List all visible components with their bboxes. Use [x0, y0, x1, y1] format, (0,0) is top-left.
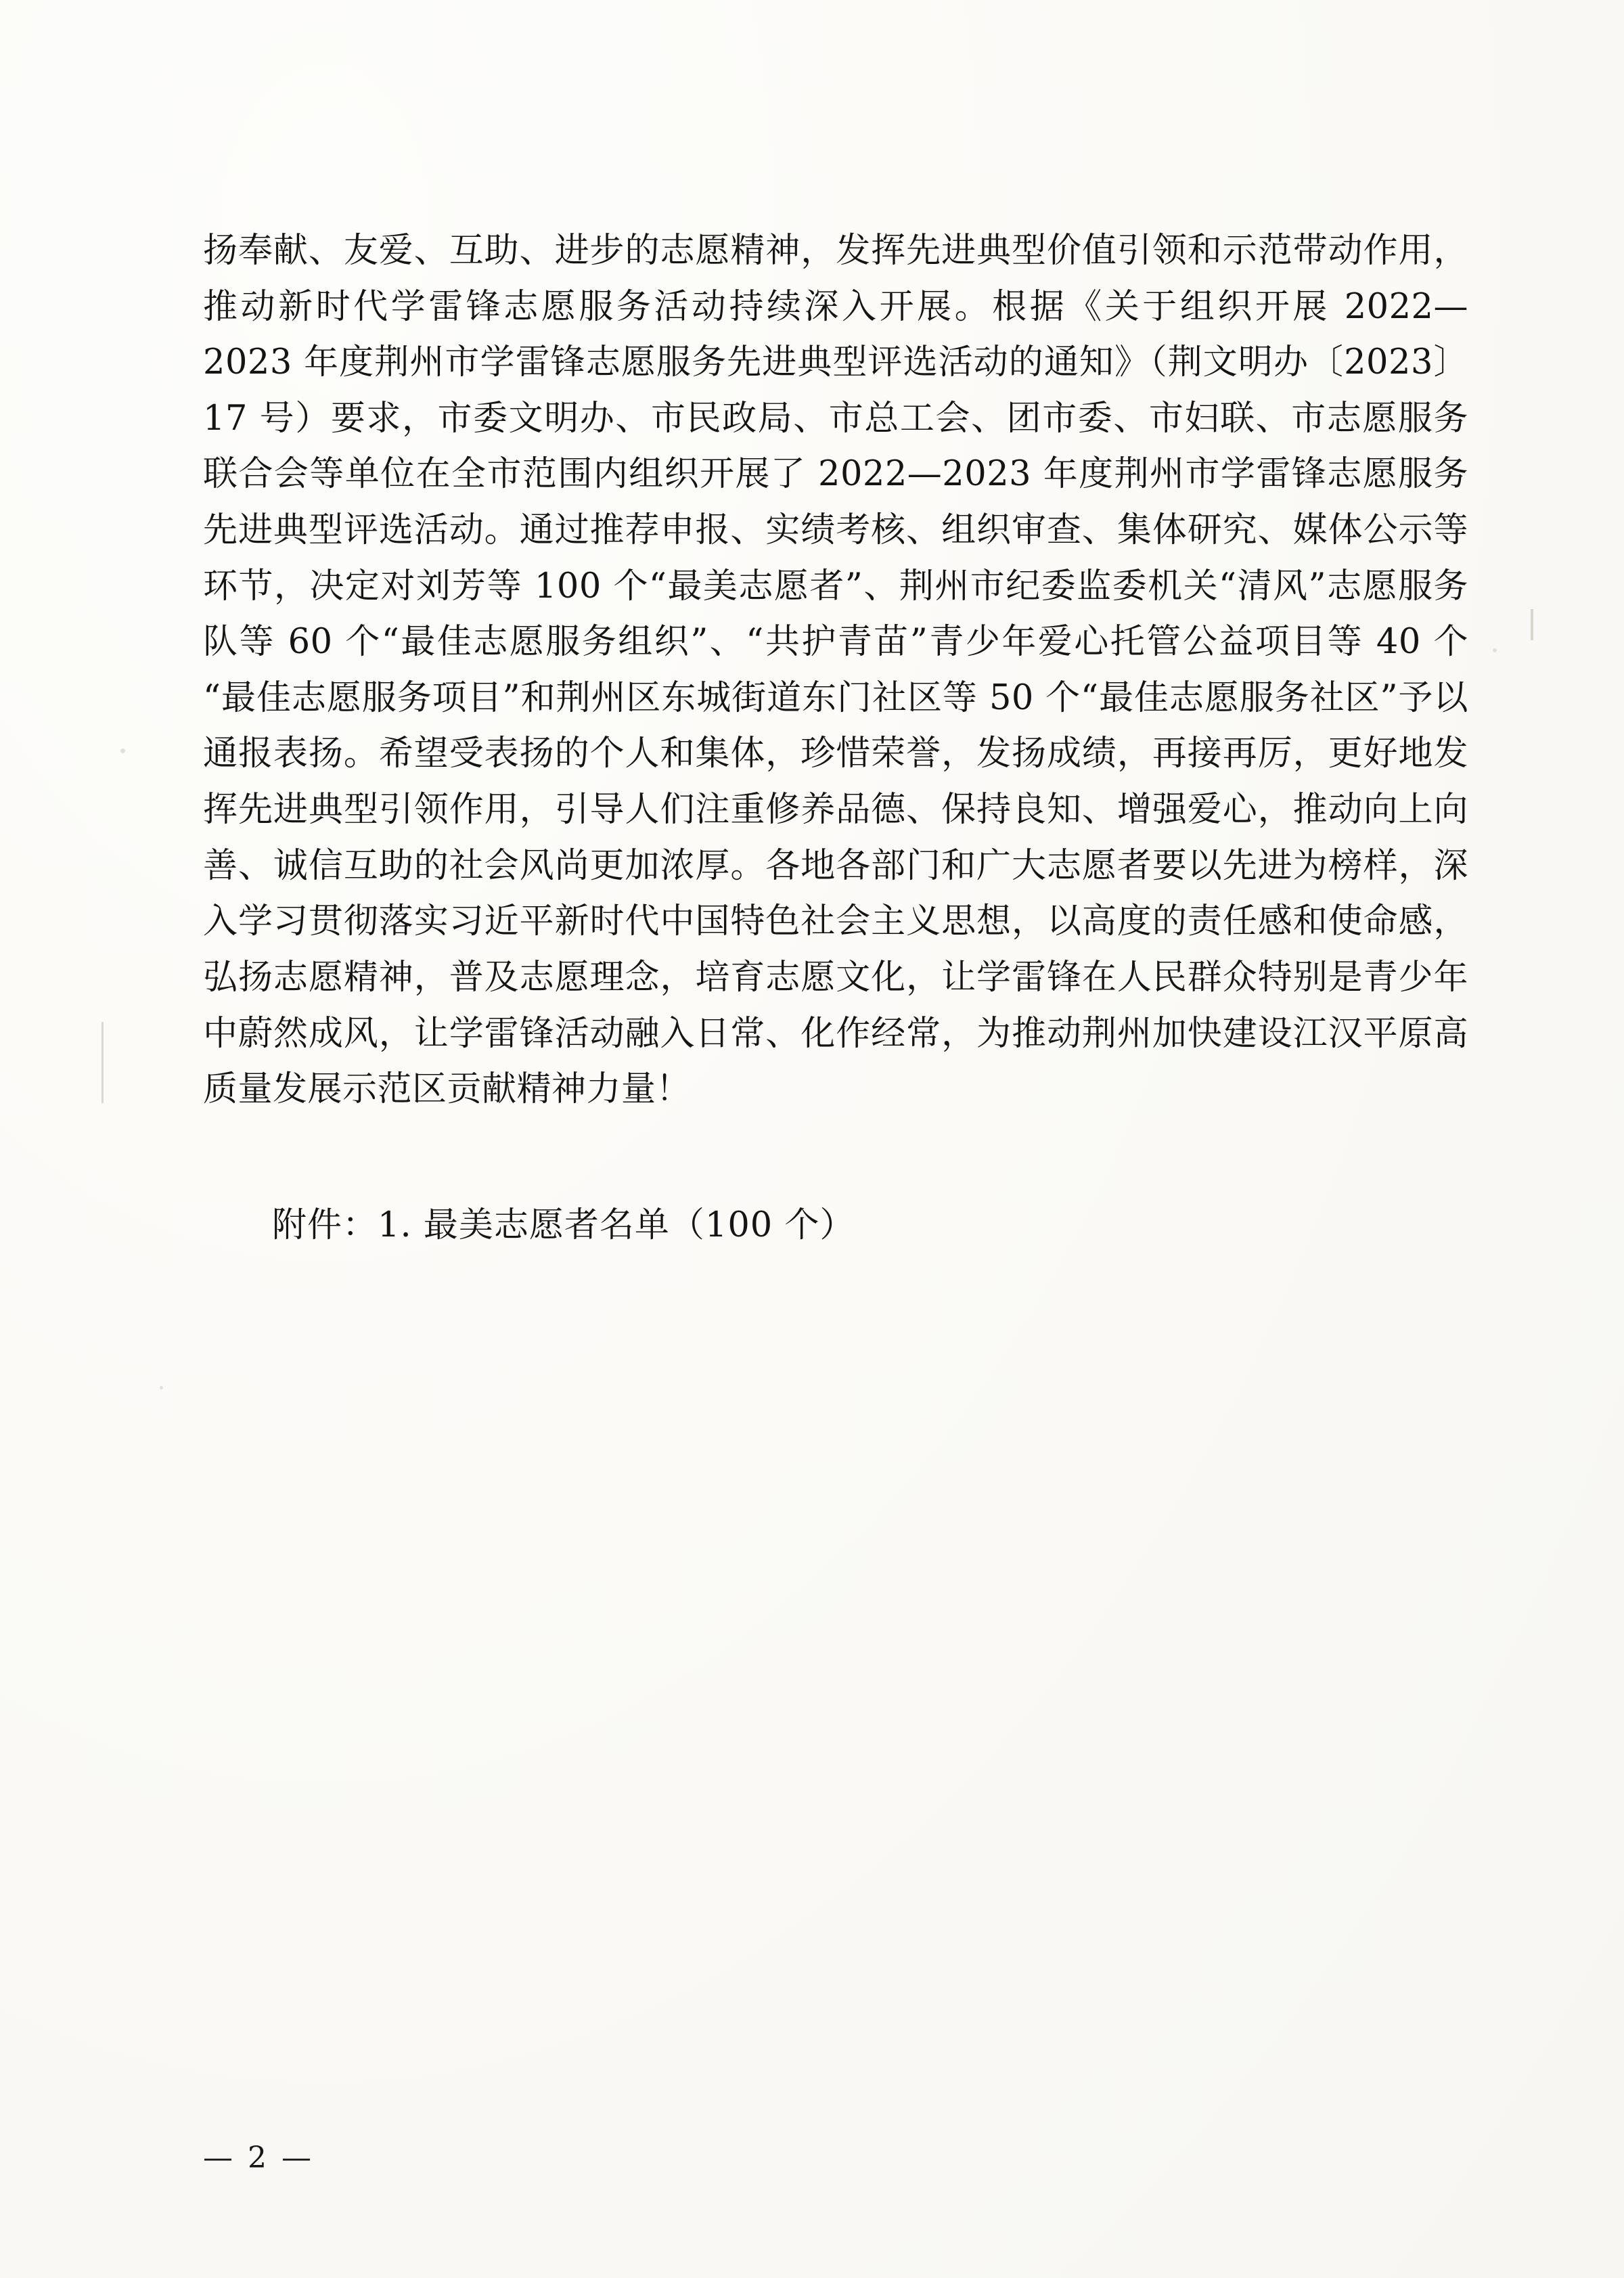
body-paragraph: 扬奉献、友爱、互助、进步的志愿精神，发挥先进典型价值引领和示范带动作用，推动新时代学雷锋志愿服务活动持续深入开展。根据《关于组织开展 2022—2023 年度荆州市学雷锋志愿服务先进典型评选活动的通知》（荆文明办〔2023〕17 号）要求，市委文明办、市民政局、市总工会、团市委、市妇联、市志愿服务联合会等单位在全市范围内组织开展了 2022—2023 年度荆州市学雷锋志愿服务先进典型评选活动。通过推荐申报、实绩考核、组织审查、集体研究、媒体公示等环节，决定对刘芳等 100 个“最美志愿者”、荆州市纪委监委机关“清风”志愿服务队等 60 个“最佳志愿服务组织”、“共护青苗”青少年爱心托管公益项目等 40 个“最佳志愿服务项目”和荆州区东城街道东门社区等 50 个“最佳志愿服务社区”予以通报表扬。希望受表扬的个人和集体，珍惜荣誉，发扬成绩，再接再厉，更好地发挥先进典型引领作用，引导人们注重修养品德、保持良知、增强爱心，推动向上向善、诚信互助的社会风尚更加浓厚。各地各部门和广大志愿者要以先进为榜样，深入学习贯彻落实习近平新时代中国特色社会主义思想，以高度的责任感和使命感，弘扬志愿精神，普及志愿理念，培育志愿文化，让学雷锋在人民群众特别是青少年中蔚然成风，让学雷锋活动融入日常、化作经常，为推动荆州加快建设江汉平原高质量发展示范区贡献精神力量！: [203, 231, 1468, 1110]
attachment-list-line: 附件：1. 最美志愿者名单（100 个）: [272, 1205, 855, 1245]
document-body: [203, 223, 1468, 1253]
page-number: — 2 —: [203, 2141, 314, 2175]
